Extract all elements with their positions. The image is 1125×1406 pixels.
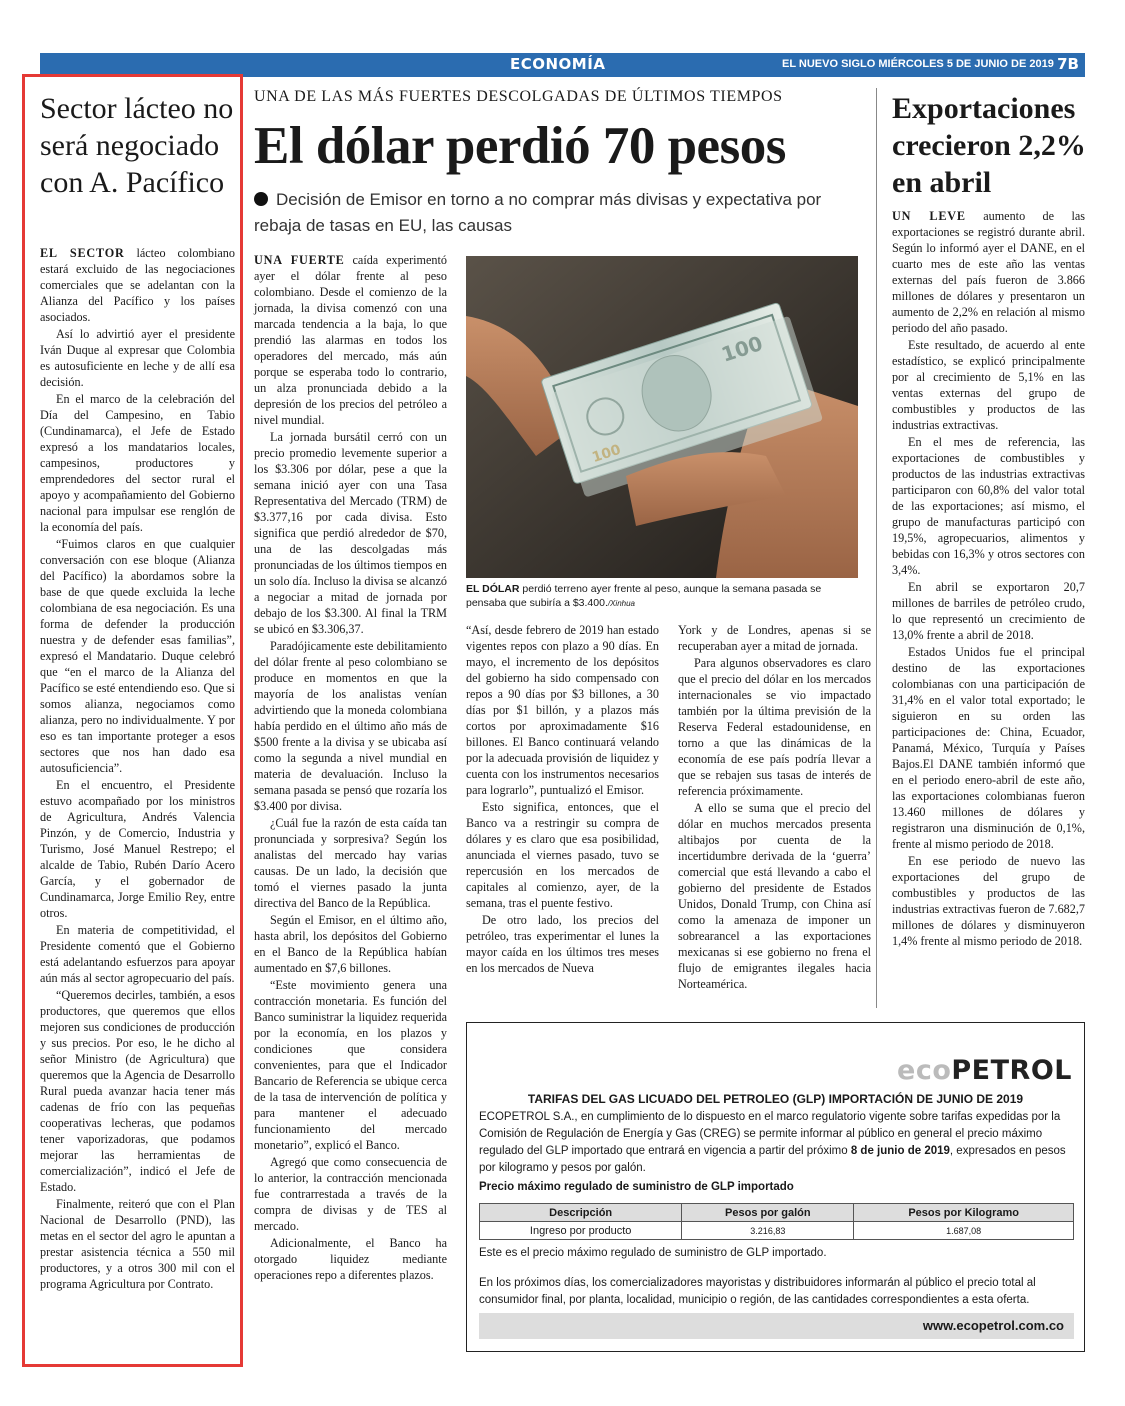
paragraph: La jornada bursátil cerró con un precio promedio levemente superior a los $3.306 por dólar, pese a que la semana inició ayer con una Tasa Representativa del Mercado (TRM) de $3.377,16 por cada divisa. Esto significa que perdió alrededor de $70, una de las descolgadas más pronunciadas de los últimos tiempos en un solo día. Incluso la divisa se alcanzó a negociar a mitad de jornada por debajo de los $3.300. Al final la TRM se ubicó en $3.306,37. [254,430,447,636]
photo-illustration [466,256,858,578]
ad-footnote: Este es el precio máximo regulado de suministro de GLP importado. [479,1247,827,1259]
paragraph: A ello se suma que el precio del dólar en muchos mercados presenta altibajos por cuenta de la incertidumbre derivada de la ‘guerra’ comercial que está llevando a cabo el gobierno del presidente de Estados Unidos, Donald Trump, con China así como la amenaza de imponer un sobrearancel a las exportaciones mexicanas si ese gobierno no frena el flujo de emigrantes ilegales hacia Norteamérica. [678,801,871,991]
paragraph: UNA FUERTE caída experimentó ayer el dólar frente al peso colombiano. Desde el comienzo de la jornada, la divisa comenzó con una marcada tendencia a la baja, lo que prendió las alarmas en todos los operadores del mercado, más aún porque se esperaba todo lo contrario, un alza pronunciada debido a la depresión de los precios del petróleo a nivel mundial. [254,253,447,427]
paragraph: Este resultado, de acuerdo al ente estadístico, se explicó principalmente por al crecimiento de 5,1% en las ventas externas del grupo de combustibles y productos de las industrias extractivas. [892,338,1085,432]
main-article-kicker: UNA DE LAS MÁS FUERTES DESCOLGADAS DE ÚLTIMOS TIEMPOS [254,88,783,105]
photo-caption: EL DÓLAR perdió terreno ayer frente al peso, aunque la semana pasada se pensaba que subiría a $3.400./Xinhua [466,583,822,609]
paragraph: Estados Unidos fue el principal destino de las exportaciones colombianas con una participación de 31,4% en el valor total exportado; le siguieron en su orden las participaciones de: China, Ecuador, Panamá, México, Turquía y Países Bajos.El DANE también informó que en el periodo enero-abril de este año, las exportaciones colombianas fueron 13.460 millones de dólares y registraron una disminución de 0,1%, frente al mismo periodo de 2018. [892,645,1085,851]
ecopetrol-logo: ecoPETROL [897,1055,1072,1086]
right-article-body [892,208,1085,950]
paragraph: “Queremos decirles, también, a esos productores, que queremos que ellos mejoren sus condiciones de producción y sus precios. Por eso, le he dicho al señor Ministro (de Agricultura) que queremos que la Agencia de Desarrollo Rural pueda avanzar hacia tener más cadenas de frío con las pequeñas cooperativas lecheras, que podamos tener vaporizadoras, que podamos mejorar las herramientas de comercialización”, indicó el Jefe de Estado. [40,988,235,1194]
table-header: Pesos por galón [682,1204,854,1222]
paragraph: En ese periodo de nuevo las exportaciones del grupo de combustibles y productos de las industrias extractivas fueron de 7.682,7 millones de dólares y disminuyeron 1,4% frente al mismo periodo de 2018. [892,854,1085,948]
ad-intro: ECOPETROL S.A., en cumplimiento de lo dispuesto en el marco regulatorio vigente sobre tarifas expedidas por la Comisión de Regulación de Energía y Gas (CREG) se permite informar al público en general el precio máximo regulado del GLP importado que entrará en vigencia a partir del próximo 8 de junio de 2019, expresados en pesos por kilogramo y pesos por galón. [479,1111,1066,1174]
table-header: Pesos por Kilogramo [854,1204,1074,1222]
main-article-headline: El dólar perdió 70 pesos [254,117,786,175]
table-cell: Ingreso por producto [480,1222,682,1240]
main-article-column-1 [254,252,447,1284]
price-table [479,1203,1074,1240]
right-article-headline: Exportaciones crecieron 2,2% en abril [892,92,1086,199]
section-name: ECONOMÍA [510,55,606,73]
ecopetrol-ad [466,1022,1085,1352]
table-header: Descripción [480,1204,682,1222]
left-article-body [40,245,235,1293]
paragraph: En el encuentro, el Presidente estuvo acompañado por los ministros de Agricultura, Andrés Valencia Pinzón, y de Comercio, Industria y Turismo, José Manuel Restrepo; el alcalde de Tabio, Rubén Darío Acero García, y el gobernador de Cundinamarca, Jorge Emilio Rey, entre otros. [40,778,235,920]
paragraph: Adicionalmente, el Banco ha otorgado liquidez mediante operaciones repo a diferentes plazos. [254,1236,447,1282]
paragraph: En el marco de la celebración del Día del Campesino, en Tabio (Cundinamarca), el Jefe de Estado expresó a los mandatarios locales, campesinos, productores y emprendedores del sector rural el apoyo y acompañamiento del Gobierno nacional para impulsar ese renglón de la economía del país. [40,392,235,534]
paragraph: En materia de competitividad, el Presidente comentó que el Gobierno está adelantando esfuerzos para apoyar aún más al sector agropecuario del país. [40,923,235,985]
paragraph: Finalmente, reiteró que con el Plan Nacional de Desarrollo (PND), las metas en el sector del agro le apuntan a prestar asistencia técnica a 550 mil productores, y a otros 300 mil con el programa Agricultura por Contrato. [40,1197,235,1291]
paragraph: Esto significa, entonces, que el Banco va a restringir su compra de dólares y es claro que esa posibilidad, anunciada el viernes pasado, tuvo se repercusión en los mercados de capitales al comienzo, ayer, de la semana, tras el puente festivo. [466,800,659,910]
dollar-bills-photo [466,256,858,578]
table-header-row [480,1204,1074,1222]
url-bar [479,1313,1074,1339]
website-link[interactable]: www.ecopetrol.com.co [922,1318,1064,1333]
paragraph: Así lo advirtió ayer el presidente Iván Duque al expresar que Colombia es autosuficiente en leche y de allí esa decisión. [40,327,235,389]
paragraph: “Así, desde febrero de 2019 han estado vigentes repos con plazo a 90 días. En mayo, el incremento de los depósitos del gobierno ha sido compensado con repos a 90 días por $3 billones, a 30 días por $1 billón, y a plazos más cortos por aproximadamente $16 billones. El Banco continuará velando por la adecuada provisión de liquidez y cuenta con los instrumentos necesarios para lograrlo”, puntualizó el Emisor. [466,623,659,797]
left-article-headline: Sector lácteo no será negociado con A. Pacífico [40,92,234,199]
table-row [480,1222,1074,1240]
paragraph: En el mes de referencia, las exportaciones de combustibles y productos de las industrias extractivas participaron con 60,8% del valor total de las exportaciones; así mismo, el grupo de manufacturas participó con 19,5%, agropecuarios, alimentos y bebidas con 16,3% y otros sectores con 3,4%. [892,435,1085,577]
paragraph: Según el Emisor, en el último año, hasta abril, los depósitos del Gobierno en el Banco de la República habían aumentado en $7,6 billones. [254,913,447,975]
lead-in: UN LEVE [892,209,966,223]
paragraph: ¿Cuál fue la razón de esta caída tan pronunciada y sorpresiva? Según los analistas del mercado hay varias causas. De un lado, la decisión que tomó el viernes pasado la junta directiva del Banco de la República. [254,816,447,910]
ad-title: TARIFAS DEL GAS LICUADO DEL PETROLEO (GLP) IMPORTACIÓN DE JUNIO DE 2019 [527,1092,1024,1106]
ad-notice: En los próximos días, los comercializadores mayoristas y distribuidores informarán al público el precio total al consumidor final, por planta, localidad, municipio o región, de las cantidades correspondientes a esta oferta. [479,1277,1036,1306]
paragraph: Para algunos observadores es claro que el precio del dólar en los mercados internacionales se vio impactado también por la última previsión de la Reserva Federal estadounidense, en torno a que las dinámicas de la economía de ese país podría llevar a que se rebajen sus tasas de interés de referencia próximamente. [678,656,871,798]
main-article-deck: Decisión de Emisor en torno a no comprar más divisas y expectativa por rebaja de tasas en EU, las causas [254,190,822,235]
table-label: Precio máximo regulado de suministro de GLP importado [479,1181,794,1193]
paragraph: De otro lado, los precios del petróleo, tras experimentar el lunes la mayor caída en los últimos tres meses en los mercados de Nueva [466,913,659,975]
table-cell: 3.216,83 [682,1222,854,1240]
paragraph: UN LEVE aumento de las exportaciones se registró durante abril. Según lo informó ayer el DANE, en el cuarto mes de este año las ventas externas del país fueron de 3.866 millones de dólares y presentaron un aumento de 2,2% en relación al mismo periodo del año pasado. [892,209,1085,335]
paragraph: EL SECTOR lácteo colombiano estará excluido de las negociaciones comerciales que se adelantan con la Alianza del Pacífico y los países asociados. [40,246,235,324]
main-article-column-2 [466,622,659,977]
paragraph: “Fuimos claros en que cualquier conversación con ese bloque (Alianza del Pacífico) la abordamos sobre la base de que quede excluida la leche colombiana de esa negociación. Es una forma de defender la producción nuestra y de defender esas familias”, expresó el Mandatario. Duque celebró que “en el marco de la Alianza del Pacífico se esté entendiendo eso. Que si somos alianza, negociamos como alianza, pero no individualmente. Y por eso es tan importante proteger a esos sectores que nos han dado esa autosuficiencia”. [40,537,235,775]
paragraph: York y de Londres, apenas si se recuperaban ayer a mitad de jornada. [678,623,871,653]
main-article-column-3 [678,622,871,993]
paragraph: “Este movimiento genera una contracción monetaria. Es función del Banco suministrar la liquidez requerida por la economía, en los plazos y condiciones que considera convenientes, para que el Indicador Bancario de Referencia se ubique cerca de la tasa de intervención de política y para mantener el adecuado funcionamiento del mercado monetario”, explicó el Banco. [254,978,447,1152]
paragraph: Paradójicamente este debilitamiento del dólar frente al peso colombiano se produce en momentos en que la mayoría de los analistas venían advirtiendo que la moneda colombiana había perdido en el último año más de $500 frente a la divisa y se ubicaba así como la segunda a nivel mundial en materia de devaluación. Incluso la semana pasada se pensó que rozaría los $3.400 por divisa. [254,639,447,813]
lead-in: UNA FUERTE [254,253,345,267]
paragraph: Agregó que como consecuencia de lo anterior, la contracción mencionada fue contrarrestada a través de la compra de divisas y de TES al mercado. [254,1155,447,1233]
table-cell: 1.687,08 [854,1222,1074,1240]
paragraph: En abril se exportaron 20,7 millones de barriles de petróleo crudo, lo que representó un crecimiento de 13,0% frente a abril de 2018. [892,580,1085,642]
bullet-icon [254,192,268,206]
page-number: 7B [1057,55,1079,73]
publication-date: EL NUEVO SIGLO MIÉRCOLES 5 DE JUNIO DE 2019 [782,58,1054,70]
lead-in: EL SECTOR [40,246,125,260]
column-divider [876,88,877,1008]
